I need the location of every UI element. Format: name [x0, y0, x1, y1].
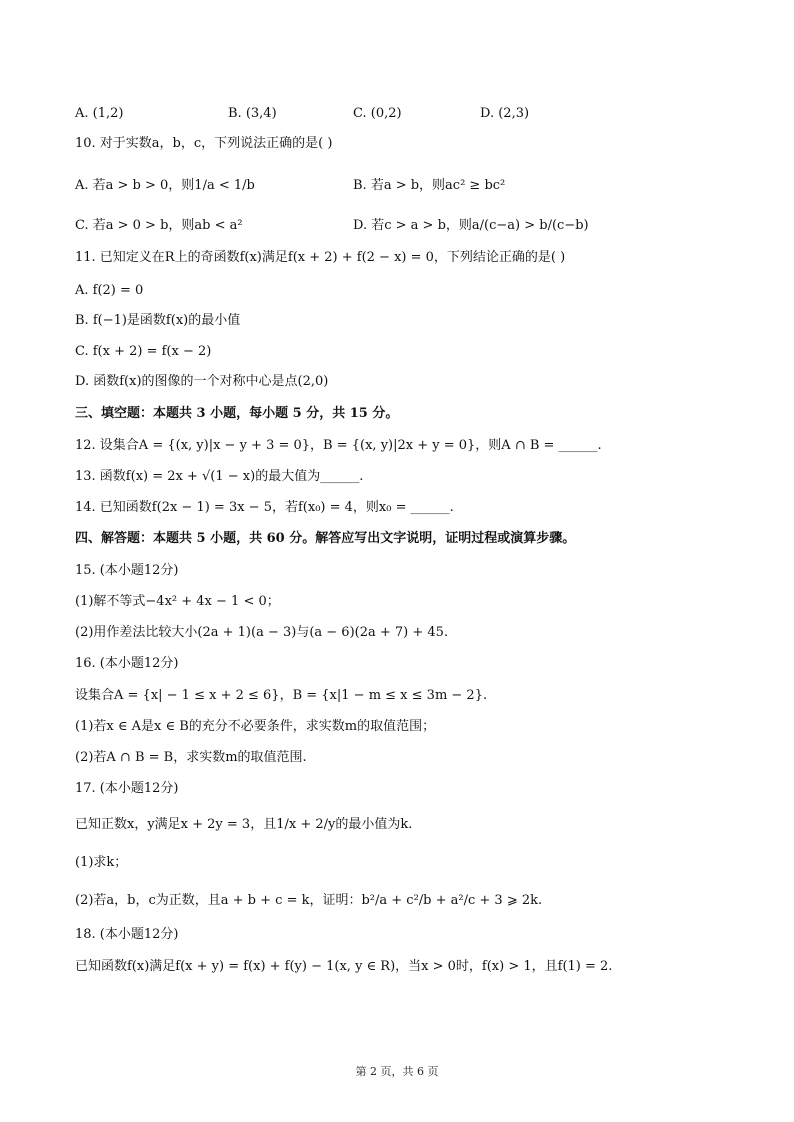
- q15-heading: 15. (本小题12分): [75, 563, 179, 578]
- q13: 13. 函数f(x) = 2x + √(1 − x)的最大值为______.: [75, 469, 364, 484]
- section-4-heading: 四、解答题：本题共 5 小题，共 60 分。解答应写出文字说明，证明过程或演算步骤。: [75, 531, 576, 546]
- q12: 12. 设集合A = {(x, y)|x − y + 3 = 0}，B = {(x, y)|2x + y = 0}，则A ∩ B = ______.: [75, 438, 602, 453]
- q10-option-c: C. 若a > 0 > b，则ab < a²: [75, 218, 243, 233]
- q17-part1: (1)求k；: [75, 855, 128, 870]
- q10-option-a: A. 若a > b > 0，则1/a < 1/b: [75, 178, 255, 193]
- q10-option-b: B. 若a > b，则ac² ≥ bc²: [353, 178, 506, 193]
- q16-heading: 16. (本小题12分): [75, 656, 179, 671]
- q16-stem: 设集合A = {x| − 1 ≤ x + 2 ≤ 6}，B = {x|1 − m ≤ x ≤ 3m − 2}.: [75, 688, 488, 703]
- q11-option-a: A. f(2) = 0: [75, 283, 144, 298]
- section-3-heading: 三、填空题：本题共 3 小题，每小题 5 分，共 15 分。: [75, 406, 399, 421]
- q14: 14. 已知函数f(2x − 1) = 3x − 5，若f(x₀) = 4，则x₀ = ______.: [75, 500, 454, 515]
- q17-part2: (2)若a，b，c为正数，且a + b + c = k，证明：b²/a + c²/b + a²/c + 3 ⩾ 2k.: [75, 893, 543, 908]
- q9-option-a: A. (1,2): [75, 106, 124, 121]
- q9-option-b: B. (3,4): [228, 106, 277, 121]
- q16-part1: (1)若x ∈ A是x ∈ B的充分不必要条件，求实数m的取值范围；: [75, 719, 436, 734]
- q18-heading: 18. (本小题12分): [75, 927, 179, 942]
- q11-stem: 11. 已知定义在R上的奇函数f(x)满足f(x + 2) + f(2 − x) = 0，下列结论正确的是( ): [75, 250, 566, 265]
- page-footer: 第 2 页，共 6 页: [355, 1065, 439, 1078]
- q11-option-b: B. f(−1)是函数f(x)的最小值: [75, 313, 241, 328]
- q15-part2: (2)用作差法比较大小(2a + 1)(a − 3)与(a − 6)(2a + 7) + 45.: [75, 625, 449, 640]
- q9-option-c: C. (0,2): [353, 106, 402, 121]
- q11-option-d: D. 函数f(x)的图像的一个对称中心是点(2,0): [75, 374, 329, 389]
- q18-stem: 已知函数f(x)满足f(x + y) = f(x) + f(y) − 1(x, y ∈ R)，当x > 0时，f(x) > 1，且f(1) = 2.: [75, 959, 613, 974]
- q16-part2: (2)若A ∩ B = B，求实数m的取值范围.: [75, 750, 307, 765]
- q10-option-d: D. 若c > a > b，则a/(c−a) > b/(c−b): [353, 218, 589, 233]
- q10-stem: 10. 对于实数a，b，c，下列说法正确的是( ): [75, 136, 333, 151]
- q11-option-c: C. f(x + 2) = f(x − 2): [75, 344, 212, 359]
- q17-heading: 17. (本小题12分): [75, 781, 179, 796]
- q15-part1: (1)解不等式−4x² + 4x − 1 < 0；: [75, 594, 280, 609]
- q17-stem: 已知正数x，y满足x + 2y = 3，且1/x + 2/y的最小值为k.: [75, 817, 413, 832]
- q9-option-d: D. (2,3): [480, 106, 530, 121]
